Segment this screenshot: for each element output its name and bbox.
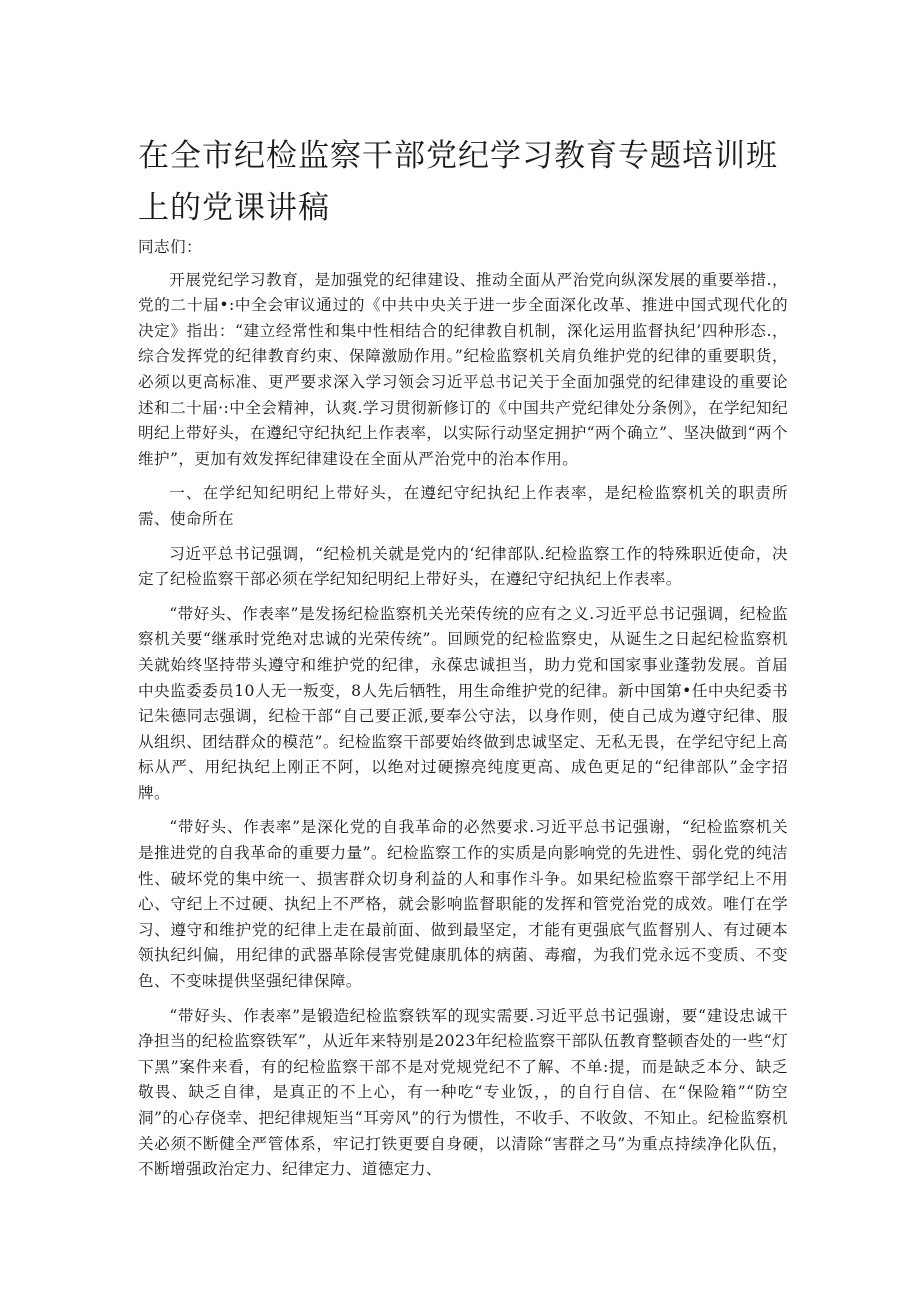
greeting: 同志们： (138, 238, 202, 256)
paragraph: 习近平总书记强调，“纪检机关就是党内的‘纪律部队.纪检监察工作的特殊职近使命，决定了纪检监察干部必须在学纪知纪明纪上带好头，在遵纪守纪执纪上作表率。 (138, 544, 788, 589)
document-body (138, 235, 788, 1192)
document-title: 在全市纪检监察干部党纪学习教育专题培训班上的党课讲稿 (138, 138, 778, 226)
paragraph: “带好头、作表率”是锻造纪检监察铁军的现实需要.习近平总书记强谢，要“建设忠诚干净担当的纪检监察铁军”，从近年来特别是2023年纪检监察干部队伍教育整顿杳处的一些“灯下黑”案件来看，有的纪检监察干部不是对党规党纪不了解、不单:提，而是缺乏本分、缺乏敬畏、缺乏自律，是真正的不上心，有一种吃“专业饭，，的自行自信、在“保险箱”“防空洞”的心存侥幸、把纪律规矩当“耳旁风”的行为惯性，不收手、不收敛、不知止。纪检监察机关必须不断健全严管体系，牢记打铁更要自身硬，以清除“害群之马”为重点持续净化队伍，不断增强政治定力、纪律定力、道德定力、 (138, 1006, 788, 1179)
paragraph-intro: 开展党纪学习教育，是加强党的纪律建设、推动全面从严治党向纵深发展的重要举措.，党的二十届•:中全会审议通过的《中共中央关于进一步全面深化改革、推进中国式现代化的决定》指出：“建立经常性和集中性相结合的纪律教自机制，深化运用监督执纪’四种形态.，综合发挥党的纪律教育约束、保障激励作用。”纪检监察机关肩负维护党的纪律的重要职货，必须以更高标准、更严要求深入学习领会习近平总书记关于全面加强党的纪律建设的重要论述和二十届·:中全会精神，认爽.学习贯彻新修订的《中国共产党纪律处分条例》，在学纪知纪明纪上带好头，在遵纪守纪执纪上作表率，以实际行动坚定拥护“两个确立”、坚决做到“两个维护”，更加有效发挥纪律建设在全面从严治党中的治本作用。 (138, 270, 788, 468)
paragraph: “带好头、作表率”是发扬纪检监察机关光荣传统的应有之义.习近平总书记强调，纪检监察机关要“继承时党绝对忠诚的光荣传统”。回顾党的纪检监察史，从诞生之日起纪检监察机关就始终坚持带头遵守和维护党的纪律，永葆忠诚担当，助力党和国家事业蓬勃发展。首届中央监委委员10人无一叛变，8人先后牺牲，用生命维护党的纪律。新中国第•任中央纪委书记朱德同志强调，纪检干部“自己要正派,要奉公守法，以身作则，使自己成为遵守纪律、服从组织、团结群众的模范”。纪检监察干部要始终做到忠诚坚定、无私无畏，在学纪守纪上高标从严、用纪执纪上刚正不阿，以绝对过硬擦亮纯度更高、成色更足的“纪律部队”金字招牌。 (138, 604, 788, 802)
paragraph: “带好头、作表率”是深化党的自我革命的必然要求.习近平总书记强谢，“纪检监察机关是推进党的自我革命的重要力量”。纪检监察工作的实质是向影响党的先进性、弱化党的纯洁性、破坏党的集中统一、损害群众切身利益的人和事作斗争。如果纪检监察干部学纪上不用心、守纪上不过硬、执纪上不严格，就会影响监督职能的发挥和管党治党的成效。唯仃在学习、遵守和维护党的纪律上走在最前面、做到最坚定，才能有更强底气监督别人、有过硬本领执纪纠偏，用纪律的武器革除侵害党健康肌体的病菌、毒瘤，为我们党永远不变质、不变色、不变味提供坚强纪律保障。 (138, 818, 788, 991)
section-heading-1: 一、在学纪知纪明纪上带好头，在遵纪守纪执纪上作表率，是纪检监察机关的职责所需、使命所在 (138, 484, 788, 528)
